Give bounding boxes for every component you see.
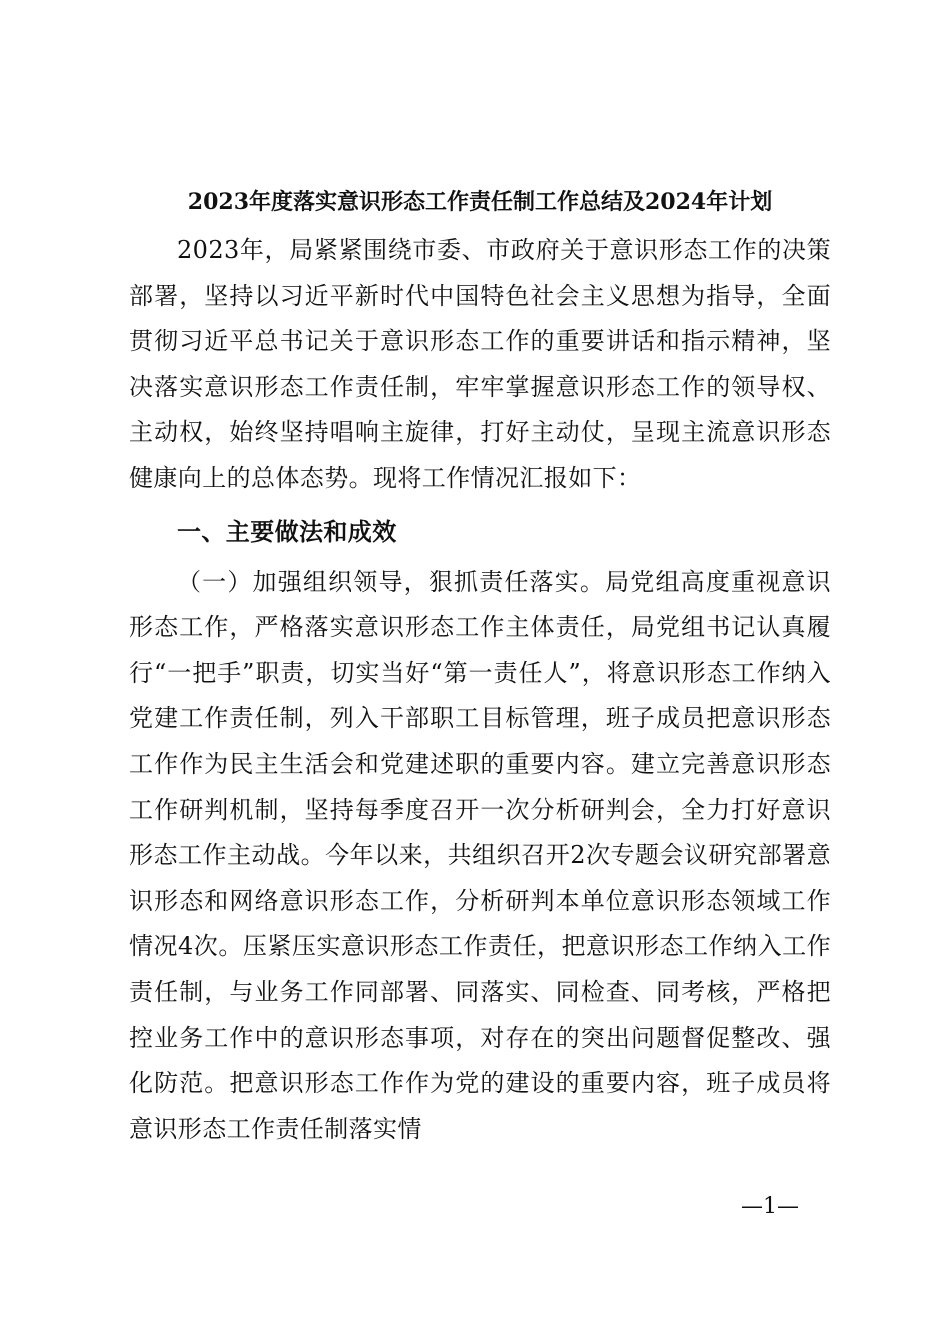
subsection-paragraph xyxy=(129,560,831,1153)
subsection-lead: （一）加强组织领导，狠抓责任落实。 xyxy=(177,567,606,596)
document-body xyxy=(129,228,831,1152)
page-number: —1— xyxy=(741,1194,799,1219)
section-heading: 一、主要做法和成效 xyxy=(177,516,397,546)
document-title: 2023年度落实意识形态工作责任制工作总结及2024年计划 xyxy=(187,189,773,215)
subsection-body: 局党组高度重视意识形态工作，严格落实意识形态工作主体责任，局党组书记认真履行“一把手”职责，切实当好“第一责任人”，将意识形态工作纳入党建工作责任制，列入干部职工目标管理，班子成员把意识形态工作作为民主生活会和党建述职的重要内容。建立完善意识形态工作研判机制，坚持每季度召开一次分析研判会，全力打好意识形态工作主动战。今年以来，共组织召开2次专题会议研究部署意识形态和网络意识形态工作，分析研判本单位意识形态领域工作情况4次。压紧压实意识形态工作责任，把意识形态工作纳入工作责任制，与业务工作同部署、同落实、同检查、同考核，严格把控业务工作中的意识形态事项，对存在的突出问题督促整改、强化防范。把意识形态工作作为党的建设的重要内容，班子成员将意识形态工作责任制落实情 xyxy=(129,567,831,1143)
intro-paragraph: 2023年，局紧紧围绕市委、市政府关于意识形态工作的决策部署，坚持以习近平新时代中国特色社会主义思想为指导，全面贯彻习近平总书记关于意识形态工作的重要讲话和指示精神，坚决落实意识形态工作责任制，牢牢掌握意识形态工作的领导权、主动权，始终坚持唱响主旋律，打好主动仗，呈现主流意识形态健康向上的总体态势。现将工作情况汇报如下： xyxy=(129,236,831,492)
